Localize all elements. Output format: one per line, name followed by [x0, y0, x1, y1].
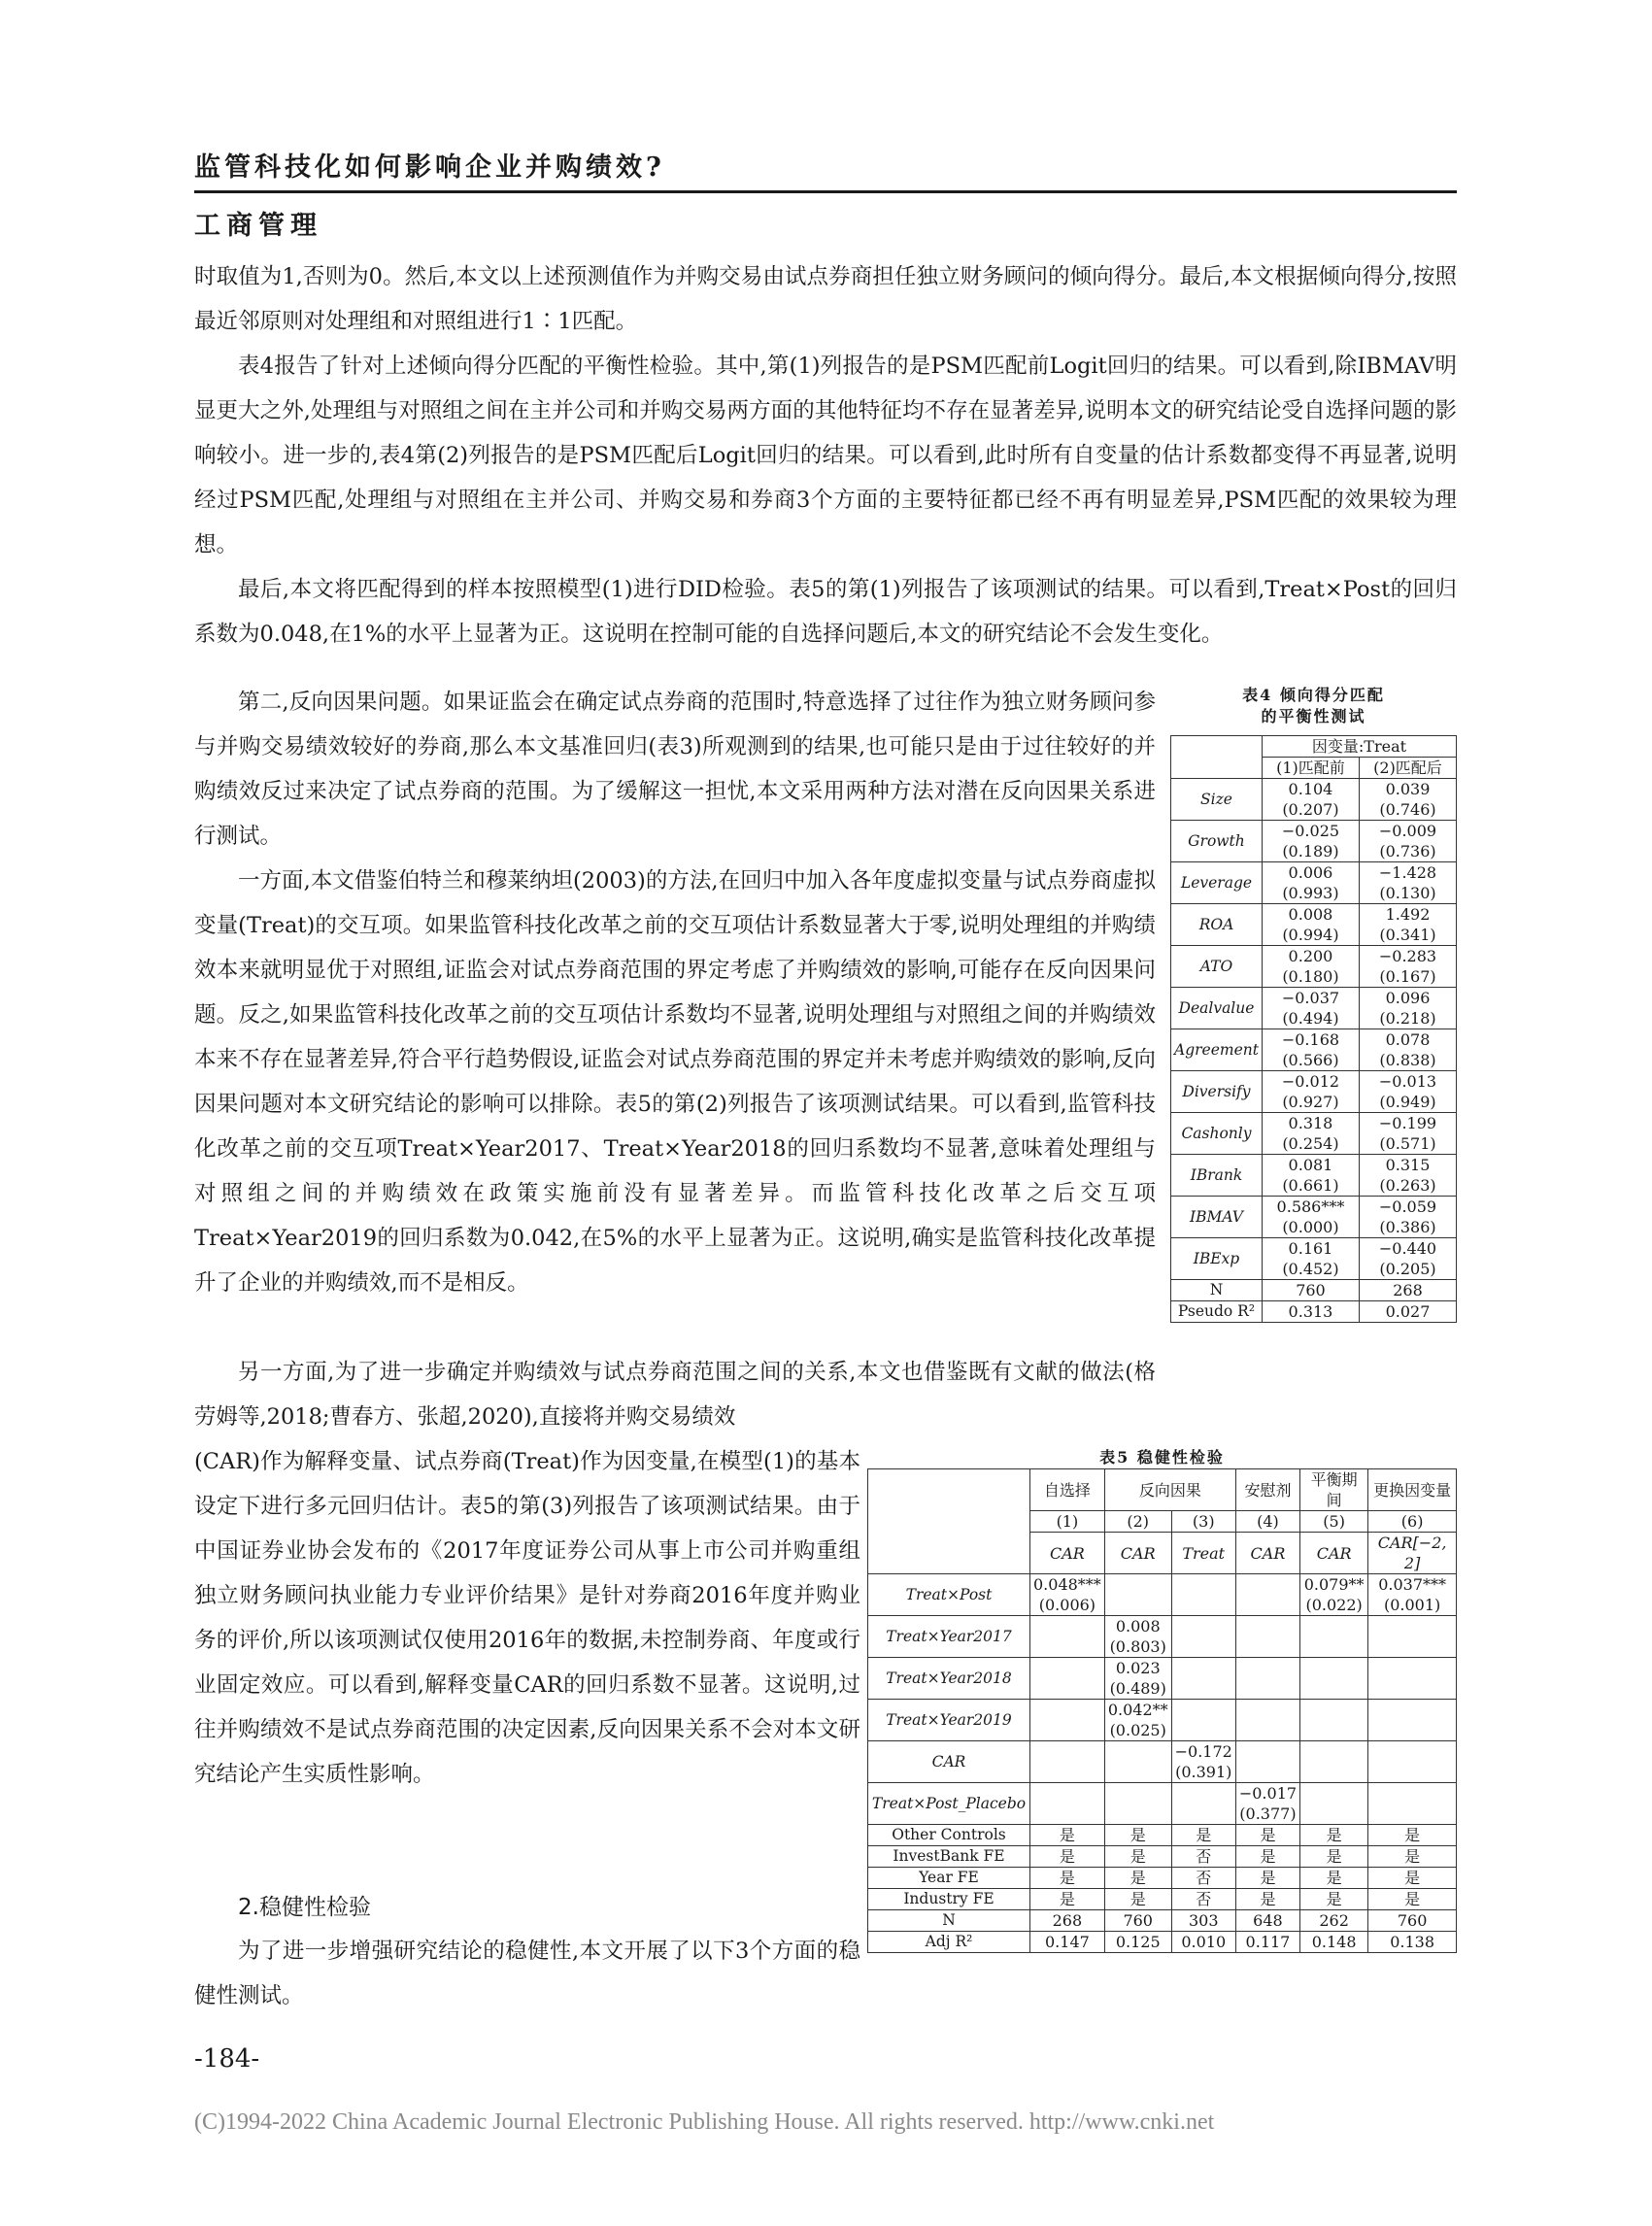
table5-row-label: Treat×Post: [868, 1574, 1030, 1616]
table4-se-1: (0.207): [1262, 799, 1359, 821]
table4-n2: 268: [1359, 1280, 1456, 1301]
table5-coef: [1300, 1741, 1368, 1763]
table4-se-2: (0.341): [1359, 925, 1456, 946]
table5-se: [1171, 1636, 1235, 1658]
table4-se-2: (0.746): [1359, 799, 1456, 821]
table4-row-label: Cashonly: [1171, 1113, 1263, 1155]
table5-coef: 0.048***: [1030, 1574, 1105, 1596]
table5-control-value: 是: [1030, 1825, 1105, 1846]
table4-coef-1: −0.037: [1262, 988, 1359, 1009]
table5-coef: [1171, 1700, 1235, 1721]
table5-se: [1300, 1678, 1368, 1700]
table5-se: [1171, 1720, 1235, 1741]
paragraph-8: 为了进一步增强研究结论的稳健性,本文开展了以下3个方面的稳健性测试。: [194, 1939, 860, 2008]
table4-row: [1171, 821, 1457, 842]
table5-control-value: 是: [1300, 1889, 1368, 1910]
table5-coef: [1300, 1658, 1368, 1679]
table4-coef-1: 0.318: [1262, 1113, 1359, 1134]
table4-row: [1171, 779, 1457, 800]
table5-dep-var: CAR: [1030, 1533, 1105, 1574]
table5-control-value: 是: [1368, 1868, 1457, 1889]
table5-se: [1300, 1762, 1368, 1783]
table5-control-value: 是: [1300, 1868, 1368, 1889]
table4-coef-2: 0.078: [1359, 1029, 1456, 1051]
table5-coef: [1235, 1700, 1299, 1721]
table4-se-2: (0.386): [1359, 1217, 1456, 1238]
table5-control-value: 是: [1235, 1889, 1299, 1910]
table4-row-label: Diversify: [1171, 1071, 1263, 1113]
table5-control-value: 是: [1030, 1868, 1105, 1889]
table5-se: [1235, 1720, 1299, 1741]
table5-control-row: [868, 1889, 1457, 1910]
table5-coef: [1171, 1574, 1235, 1596]
table5-dep-var: CAR: [1235, 1533, 1299, 1574]
table4-coef-2: 1.492: [1359, 904, 1456, 926]
table4-row-label: IBMAV: [1171, 1197, 1263, 1238]
table5-coef: 0.037***: [1368, 1574, 1457, 1596]
table5-coef: [1300, 1700, 1368, 1721]
table5-control-value: 是: [1235, 1868, 1299, 1889]
table5-control-value: 是: [1171, 1825, 1235, 1846]
table5-control-value: 是: [1104, 1846, 1171, 1868]
table4-row-label: Size: [1171, 779, 1263, 821]
table4-row-label: Leverage: [1171, 862, 1263, 904]
table5-coef: [1104, 1574, 1171, 1596]
table4-se-2: (0.571): [1359, 1133, 1456, 1155]
table5-group-1: 自选择: [1030, 1469, 1105, 1511]
table5-col-num: (5): [1300, 1511, 1368, 1533]
table4-row-label: IBExp: [1171, 1238, 1263, 1280]
table4-col1: (1)匹配前: [1262, 758, 1359, 779]
table4-se-2: (0.167): [1359, 966, 1456, 988]
table5-coef: [1171, 1783, 1235, 1804]
table5-control-label: Other Controls: [868, 1825, 1030, 1846]
table5-coef: [1030, 1616, 1105, 1637]
table4-coef-2: 0.096: [1359, 988, 1456, 1009]
table5-row-label: Treat×Post_Placebo: [868, 1783, 1030, 1825]
table5-coef: [1030, 1658, 1105, 1679]
table4-row: [1171, 1029, 1457, 1051]
table5-row: [868, 1658, 1457, 1679]
table5-control-value: 是: [1104, 1868, 1171, 1889]
table5-dep-var: CAR[−2, 2]: [1368, 1533, 1457, 1574]
running-title: 监管科技化如何影响企业并购绩效?: [194, 152, 665, 183]
table5-coef: 0.042**: [1104, 1700, 1171, 1721]
table5-se: [1030, 1636, 1105, 1658]
table5-se: (0.001): [1368, 1595, 1457, 1616]
table5-control-value: 是: [1300, 1825, 1368, 1846]
table4-coef-1: 0.586***: [1262, 1197, 1359, 1218]
table5-coef: [1104, 1741, 1171, 1763]
table5-control-row: [868, 1846, 1457, 1868]
table4-coef-2: −0.009: [1359, 821, 1456, 842]
table5-row-label: Treat×Year2019: [868, 1700, 1030, 1741]
table4-se-2: (0.263): [1359, 1175, 1456, 1197]
table4-row: [1171, 946, 1457, 967]
table5-coef: [1171, 1658, 1235, 1679]
table5-se: [1235, 1595, 1299, 1616]
table5-row-label: Treat×Year2017: [868, 1616, 1030, 1658]
table4-coef-1: 0.104: [1262, 779, 1359, 800]
table5-coef: 0.023: [1104, 1658, 1171, 1679]
table5-se: [1300, 1636, 1368, 1658]
table5-se: (0.377): [1235, 1804, 1299, 1825]
paragraph-5: 一方面,本文借鉴伯特兰和穆莱纳坦(2003)的方法,在回归中加入各年度虚拟变量与试点券商虚拟变量(Treat)的交互项。如果监管科技化改革之前的交互项估计系数显著大于零,说明处理组的并购绩效本来就明显优于对照组,证监会对试点券商范围的界定考虑了并购绩效的影响,可能存在反向因果问题。反之,如果监管科技化改革之前的交互项估计系数均不显著,说明处理组与对照组之间的并购绩效本来不存在显著差异,符合平行趋势假设,证监会对试点券商范围的界定并未考虑并购绩效的影响,反向因果问题对本文研究结论的影响可以排除。表5的第(2)列报告了该项测试结果。可以看到,监管科技化改革之前的交互项Treat×Year2017、Treat×Year2018的回归系数均不显著,意味着处理组与对照组之间的并购绩效在政策实施前没有显著差异。而监管科技化改革之后交互项Treat×Year2019的回归系数为0.042,在5%的水平上显著为正。这说明,确实是监管科技化改革提升了企业的并购绩效,而不是相反。: [194, 868, 1156, 1296]
table4-caption: 表4 倾向得分匹配 的平衡性测试: [1242, 686, 1385, 725]
table4-coef-1: 0.006: [1262, 862, 1359, 884]
table4-se-2: (0.218): [1359, 1008, 1456, 1029]
table5-control-value: 268: [1030, 1910, 1105, 1932]
table4-coef-1: 0.161: [1262, 1238, 1359, 1260]
table4-se-1: (0.000): [1262, 1217, 1359, 1238]
table4-se-1: (0.254): [1262, 1133, 1359, 1155]
table5-control-label: Year FE: [868, 1868, 1030, 1889]
table5-control-value: 否: [1171, 1889, 1235, 1910]
table5-se: (0.391): [1171, 1762, 1235, 1783]
table5-dep-var: Treat: [1171, 1533, 1235, 1574]
table5-se: [1368, 1720, 1457, 1741]
table5-se: [1171, 1595, 1235, 1616]
table5-coef: [1030, 1783, 1105, 1804]
table4-row: [1171, 1113, 1457, 1134]
copyright-footer: (C)1994-2022 China Academic Journal Electronic Publishing House. All rights reserved. http://www.cnki.net: [194, 2109, 1215, 2135]
table4-row-label: Growth: [1171, 821, 1263, 862]
table5-dep-var: CAR: [1104, 1533, 1171, 1574]
paragraph-2: 表4报告了针对上述倾向得分匹配的平衡性检验。其中,第(1)列报告的是PSM匹配前Logit回归的结果。可以看到,除IBMAV明显更大之外,处理组与对照组之间在主并公司和并购交易两方面的其他特征均不存在显著差异,说明本文的研究结论受自选择问题的影响较小。进一步的,表4第(2)列报告的是PSM匹配后Logit回归的结果。可以看到,此时所有自变量的估计系数都变得不再显著,说明经过PSM匹配,处理组与对照组在主并公司、并购交易和券商3个方面的主要特征都已经不再有明显差异,PSM匹配的效果较为理想。: [194, 354, 1457, 557]
table5-col-num: (6): [1368, 1511, 1457, 1533]
table5-se: (0.025): [1104, 1720, 1171, 1741]
table5-control-row: [868, 1910, 1457, 1932]
table5-control-value: 是: [1235, 1846, 1299, 1868]
table4-se-1: (0.566): [1262, 1050, 1359, 1071]
table4-coef-1: 0.200: [1262, 946, 1359, 967]
table4-coef-1: 0.008: [1262, 904, 1359, 926]
table4-se-2: (0.130): [1359, 883, 1456, 904]
table5-row-label: CAR: [868, 1741, 1030, 1783]
table4-se-1: (0.452): [1262, 1259, 1359, 1280]
table4-coef-2: −0.199: [1359, 1113, 1456, 1134]
table4-row-label: ATO: [1171, 946, 1263, 988]
header-rule: [194, 190, 1457, 193]
table5-control-value: 760: [1104, 1910, 1171, 1932]
table5-control-value: 0.117: [1235, 1932, 1299, 1953]
table5-col-num: (3): [1171, 1511, 1235, 1533]
table5-se: [1235, 1636, 1299, 1658]
table5-control-value: 否: [1171, 1868, 1235, 1889]
table4-row: [1171, 988, 1457, 1009]
table5-control-row: [868, 1932, 1457, 1953]
table4-r2-label: Pseudo R²: [1171, 1301, 1263, 1323]
table4-coef-2: −0.013: [1359, 1071, 1456, 1093]
table5-control-value: 0.010: [1171, 1932, 1235, 1953]
table4-coef-1: −0.025: [1262, 821, 1359, 842]
table5-se: [1235, 1678, 1299, 1700]
table4-coef-2: 0.315: [1359, 1155, 1456, 1176]
table5-control-value: 262: [1300, 1910, 1368, 1932]
table5-coef: −0.017: [1235, 1783, 1299, 1804]
table5-coef: [1235, 1741, 1299, 1763]
table4-coef-1: 0.081: [1262, 1155, 1359, 1176]
table5-control-value: 是: [1104, 1825, 1171, 1846]
table5-control-value: 是: [1368, 1846, 1457, 1868]
table5-control-value: 0.138: [1368, 1932, 1457, 1953]
table4-coef-1: −0.012: [1262, 1071, 1359, 1093]
table4-corner: [1171, 736, 1263, 779]
table5-se: [1171, 1678, 1235, 1700]
table5-se: [1104, 1804, 1171, 1825]
table4-row-label: ROA: [1171, 904, 1263, 946]
table4-coef-2: −0.283: [1359, 946, 1456, 967]
table5-control-label: InvestBank FE: [868, 1846, 1030, 1868]
table5-se: (0.489): [1104, 1678, 1171, 1700]
table5-se: [1368, 1636, 1457, 1658]
table4-se-1: (0.180): [1262, 966, 1359, 988]
table4-se-2: (0.205): [1359, 1259, 1456, 1280]
table5-coef: [1300, 1783, 1368, 1804]
table5-corner: [868, 1469, 1030, 1574]
table5-coef: [1171, 1616, 1235, 1637]
subsection-heading: 2.稳健性检验: [238, 1895, 371, 1920]
table5-control-value: 是: [1235, 1825, 1299, 1846]
table5-se: [1030, 1762, 1105, 1783]
table4-row: [1171, 1155, 1457, 1176]
paragraph-3: 最后,本文将匹配得到的样本按照模型(1)进行DID检验。表5的第(1)列报告了该项测试的结果。可以看到,Treat×Post的回归系数为0.048,在1%的水平上显著为正。这说明在控制可能的自选择问题后,本文的研究结论不会发生变化。: [194, 577, 1457, 647]
table4-se-1: (0.494): [1262, 1008, 1359, 1029]
table5-group-5: 更换因变量: [1368, 1469, 1457, 1511]
table5-coef: [1368, 1741, 1457, 1763]
table4-row: [1171, 1071, 1457, 1093]
table5-control-label: Industry FE: [868, 1889, 1030, 1910]
table5-se: [1104, 1595, 1171, 1616]
table5-dep-var: CAR: [1300, 1533, 1368, 1574]
table5-coef: [1104, 1783, 1171, 1804]
table4-n1: 760: [1262, 1280, 1359, 1301]
table5-control-value: 是: [1368, 1825, 1457, 1846]
table5-coef: [1235, 1616, 1299, 1637]
table5-se: [1300, 1720, 1368, 1741]
table5-se: [1030, 1720, 1105, 1741]
table4-n-label: N: [1171, 1280, 1263, 1301]
table4-se-1: (0.993): [1262, 883, 1359, 904]
table5-coef: [1368, 1616, 1457, 1637]
table4-row: [1171, 862, 1457, 884]
table5-coef: [1368, 1783, 1457, 1804]
table5-se: [1368, 1804, 1457, 1825]
table5-control-label: Adj R²: [868, 1932, 1030, 1953]
table5-se: [1030, 1804, 1105, 1825]
table5-coef: 0.079**: [1300, 1574, 1368, 1596]
table5-control-value: 是: [1300, 1846, 1368, 1868]
table5-coef: [1235, 1658, 1299, 1679]
paragraph-7: (CAR)作为解释变量、试点券商(Treat)作为因变量,在模型(1)的基本设定下进行多元回归估计。表5的第(3)列报告了该项测试结果。由于中国证券业协会发布的《2017年度证券公司从事上市公司并购重组独立财务顾问执业能力专业评价结果》是针对券商2016年度并购业务的评价,所以该项测试仅使用2016年的数据,未控制券商、年度或行业固定效应。可以看到,解释变量CAR的回归系数不显著。这说明,过往并购绩效不是试点券商范围的决定因素,反向因果关系不会对本文研究结论产生实质性影响。: [194, 1449, 860, 1787]
table5-col-num: (2): [1104, 1511, 1171, 1533]
table5-control-value: 是: [1030, 1889, 1105, 1910]
table5-row-label: Treat×Year2018: [868, 1658, 1030, 1700]
table5-control-value: 760: [1368, 1910, 1457, 1932]
table5-row: [868, 1700, 1457, 1721]
table4-se-2: (0.736): [1359, 841, 1456, 862]
table5-row: [868, 1741, 1457, 1763]
table5-coef: [1368, 1700, 1457, 1721]
table5-coef: [1368, 1658, 1457, 1679]
table5-se: [1030, 1678, 1105, 1700]
table4-se-1: (0.661): [1262, 1175, 1359, 1197]
table5-row: [868, 1616, 1457, 1637]
table5-se: [1300, 1804, 1368, 1825]
table4-row-label: Dealvalue: [1171, 988, 1263, 1029]
table5-control-value: 0.147: [1030, 1932, 1105, 1953]
table5-se: [1368, 1762, 1457, 1783]
table5-control-value: 是: [1368, 1889, 1457, 1910]
table5-control-row: [868, 1868, 1457, 1889]
table5-control-value: 0.125: [1104, 1932, 1171, 1953]
table5-coef: [1300, 1616, 1368, 1637]
table5-se: [1104, 1762, 1171, 1783]
table5-control-row: [868, 1825, 1457, 1846]
table5: [867, 1468, 1457, 1953]
table4-coef-2: −0.440: [1359, 1238, 1456, 1260]
page-number: -184-: [194, 2044, 260, 2074]
table5-group-3: 安慰剂: [1235, 1469, 1299, 1511]
table4-row: [1171, 904, 1457, 926]
table5-coef: [1030, 1741, 1105, 1763]
table5-row: [868, 1574, 1457, 1596]
table4-se-2: (0.949): [1359, 1092, 1456, 1113]
table5-col-num: (4): [1235, 1511, 1299, 1533]
table5-se: (0.022): [1300, 1595, 1368, 1616]
table5-coef: 0.008: [1104, 1616, 1171, 1637]
table5-se: [1368, 1678, 1457, 1700]
table4-coef-2: 0.039: [1359, 779, 1456, 800]
table5-coef: −0.172: [1171, 1741, 1235, 1763]
table5-control-value: 303: [1171, 1910, 1235, 1932]
table5-se: (0.803): [1104, 1636, 1171, 1658]
table4-se-1: (0.927): [1262, 1092, 1359, 1113]
paragraph-4: 第二,反向因果问题。如果证监会在确定试点券商的范围时,特意选择了过往作为独立财务顾问参与并购交易绩效较好的券商,那么本文基准回归(表3)所观测到的结果,也可能只是由于过往较好的并购绩效反过来决定了试点券商的范围。为了缓解这一担忧,本文采用两种方法对潜在反向因果关系进行测试。: [194, 690, 1156, 849]
table4-coef-2: −1.428: [1359, 862, 1456, 884]
table5-group-4: 平衡期间: [1300, 1469, 1368, 1511]
table5-control-value: 否: [1171, 1846, 1235, 1868]
table4-col2: (2)匹配后: [1359, 758, 1456, 779]
table5-caption: 表5 稳健性检验: [1099, 1448, 1225, 1467]
table5-se: [1171, 1804, 1235, 1825]
table5-se: [1235, 1762, 1299, 1783]
table5-se: (0.006): [1030, 1595, 1105, 1616]
table5-control-value: 是: [1030, 1846, 1105, 1868]
table5-group-2: 反向因果: [1104, 1469, 1235, 1511]
section-label: 工商管理: [194, 211, 322, 241]
table4-r22: 0.027: [1359, 1301, 1456, 1323]
table4-coef-2: −0.059: [1359, 1197, 1456, 1218]
table4-dep-var: 因变量:Treat: [1262, 736, 1456, 758]
table5-control-value: 是: [1104, 1889, 1171, 1910]
table4-coef-1: −0.168: [1262, 1029, 1359, 1051]
table5-row: [868, 1783, 1457, 1804]
table5-control-value: 648: [1235, 1910, 1299, 1932]
table4-row: [1171, 1238, 1457, 1260]
paragraph-6: 另一方面,为了进一步确定并购绩效与试点券商范围之间的关系,本文也借鉴既有文献的做法(格劳姆等,2018;曹春方、张超,2020),直接将并购交易绩效: [194, 1360, 1156, 1430]
table4-r21: 0.313: [1262, 1301, 1359, 1323]
table4-row-label: Agreement: [1171, 1029, 1263, 1071]
table4-se-1: (0.189): [1262, 841, 1359, 862]
table5-control-label: N: [868, 1910, 1030, 1932]
table5-coef: [1030, 1700, 1105, 1721]
table4-se-2: (0.838): [1359, 1050, 1456, 1071]
table5-col-num: (1): [1030, 1511, 1105, 1533]
table5-coef: [1235, 1574, 1299, 1596]
paragraph-1: 时取值为1,否则为0。然后,本文以上述预测值作为并购交易由试点券商担任独立财务顾问的倾向得分。最后,本文根据倾向得分,按照最近邻原则对处理组和对照组进行1∶1匹配。: [194, 264, 1457, 334]
table4: [1170, 735, 1457, 1323]
table5-control-value: 0.148: [1300, 1932, 1368, 1953]
table4-se-1: (0.994): [1262, 925, 1359, 946]
table4-row: [1171, 1197, 1457, 1218]
table4-row-label: IBrank: [1171, 1155, 1263, 1197]
